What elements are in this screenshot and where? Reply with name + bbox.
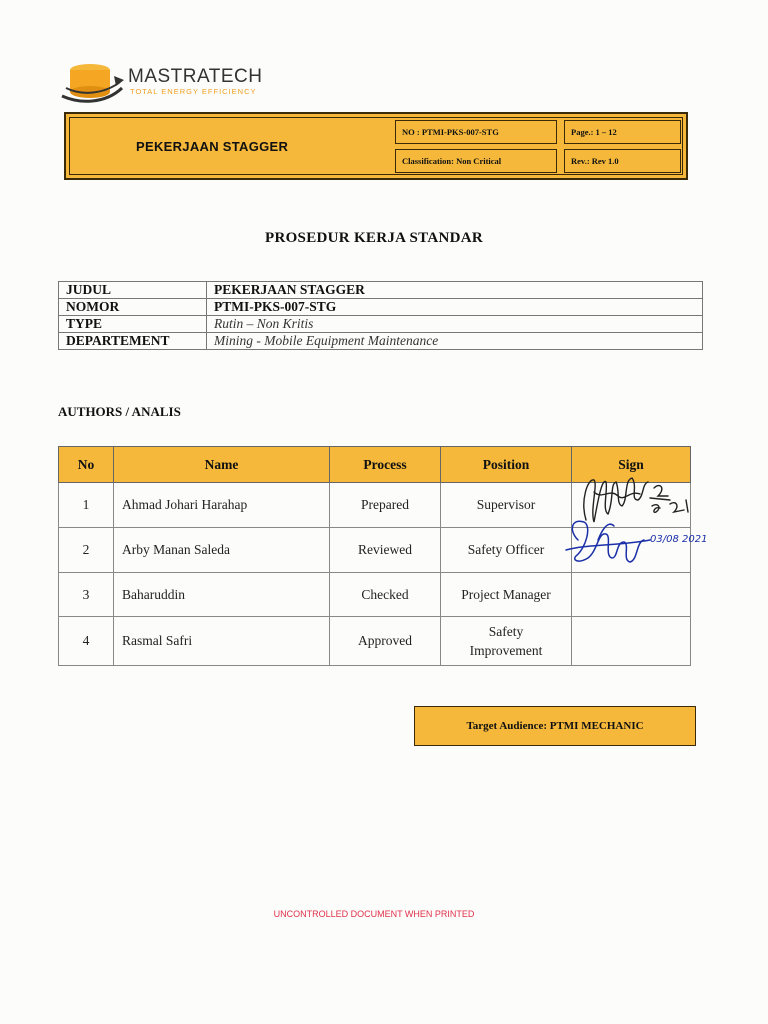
header-revision: Rev.: Rev 1.0: [564, 149, 681, 173]
header-page: Page.: 1 – 12: [564, 120, 681, 144]
cell-process: Approved: [330, 617, 441, 666]
col-header-no: No: [59, 447, 114, 483]
cell-process: Checked: [330, 573, 441, 617]
info-value: Mining - Mobile Equipment Maintenance: [207, 333, 703, 350]
cell-position: Project Manager: [441, 573, 572, 617]
cell-name: Arby Manan Saleda: [114, 528, 330, 573]
logo-name: MASTRATECH: [128, 66, 263, 87]
info-row-type: [59, 316, 703, 333]
uncontrolled-document-note: UNCONTROLLED DOCUMENT WHEN PRINTED: [273, 909, 475, 919]
cell-process: Prepared: [330, 483, 441, 528]
info-value: PEKERJAAN STAGGER: [207, 282, 703, 299]
cell-sign: [572, 617, 691, 666]
cell-no: 2: [59, 528, 114, 573]
header-title: PEKERJAAN STAGGER: [136, 139, 289, 154]
cell-name: Ahmad Johari Harahap: [114, 483, 330, 528]
info-key: NOMOR: [59, 299, 207, 316]
info-row-departement: [59, 333, 703, 350]
col-header-position: Position: [441, 447, 572, 483]
table-row: [59, 617, 691, 666]
signature-date: 03/08 2021: [650, 534, 708, 545]
cell-position: Supervisor: [441, 483, 572, 528]
info-key: JUDUL: [59, 282, 207, 299]
cell-no: 1: [59, 483, 114, 528]
col-header-name: Name: [114, 447, 330, 483]
target-audience-box: Target Audience: PTMI MECHANIC: [414, 706, 696, 746]
company-logo: [60, 58, 300, 108]
handwritten-signature: [558, 470, 708, 580]
cell-name: Rasmal Safri: [114, 617, 330, 666]
document-title: PROSEDUR KERJA STANDAR: [264, 230, 483, 246]
info-row-judul: [59, 282, 703, 299]
info-row-nomor: [59, 299, 703, 316]
col-header-process: Process: [330, 447, 441, 483]
info-value: Rutin – Non Kritis: [207, 316, 703, 333]
logo-icon: [60, 58, 130, 108]
cell-no: 3: [59, 573, 114, 617]
cell-position: Safety Improvement: [441, 617, 572, 666]
col-header-sign: Sign: [572, 447, 691, 483]
header-classification: Classification: Non Critical: [395, 149, 557, 173]
cell-position: Safety Officer: [441, 528, 572, 573]
cell-name: Baharuddin: [114, 573, 330, 617]
info-value: PTMI-PKS-007-STG: [207, 299, 703, 316]
cell-no: 4: [59, 617, 114, 666]
document-header: [64, 112, 688, 180]
authors-heading: AUTHORS / ANALIS: [58, 404, 181, 419]
info-key: DEPARTEMENT: [59, 333, 207, 350]
cell-process: Reviewed: [330, 528, 441, 573]
document-info-table: [58, 281, 703, 350]
info-key: TYPE: [59, 316, 207, 333]
header-doc-number: NO : PTMI-PKS-007-STG: [395, 120, 557, 144]
logo-tagline: TOTAL ENERGY EFFICIENCY: [130, 87, 257, 96]
